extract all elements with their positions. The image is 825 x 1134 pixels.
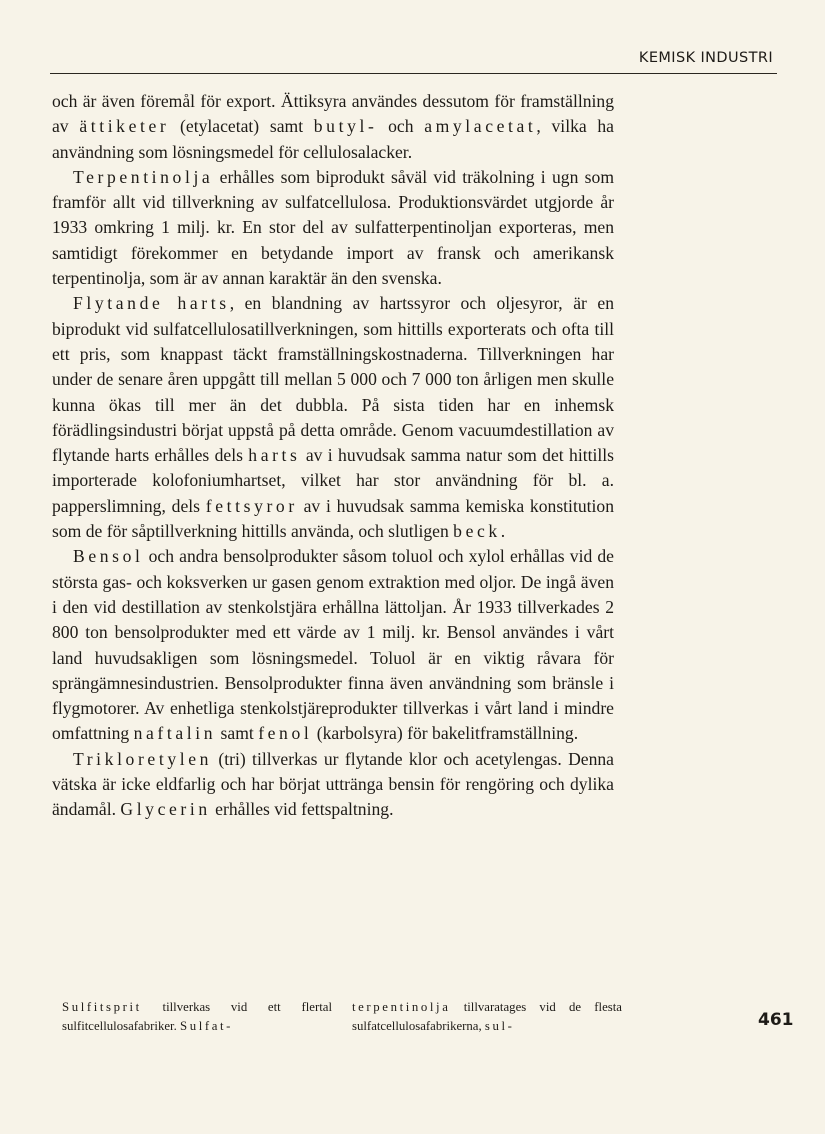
text-run: av i huvudsak samma natur som det hittills importerade kolofoniumhartset, vilket har stor användning för bl. a. papperslimning, dels	[52, 445, 615, 516]
text-run: och är även föremål för export. Ättiksyra användes dessutom för framställning av	[52, 91, 614, 137]
paragraph-2	[52, 165, 614, 291]
spaced-term: terpentinolja	[352, 1000, 451, 1014]
footnote-left	[62, 998, 332, 1036]
spaced-term: Trikloretylen	[73, 748, 213, 769]
text-run: (karbolsyra) för bakelitframställning.	[312, 723, 579, 744]
text-run: tillvaratages vid de flesta sulfatcellulosafabrikerna,	[352, 1000, 622, 1033]
footnotes	[62, 998, 622, 1036]
header-rule	[50, 73, 777, 74]
spaced-term: fettsyror	[205, 495, 298, 516]
text-run: (tri) tillverkas ur flytande klor och acetylengas. Denna vätska är icke eldfarlig och har börjat uttränga bensin för rengöring och dylika ändamål.	[52, 748, 614, 820]
spaced-term: beck	[453, 521, 501, 542]
page-number: 461	[758, 1010, 794, 1030]
text-run: (etylacetat) samt	[169, 116, 314, 137]
text-run: av i huvudsak samma kemiska konstitution som de för såptillverkning hittills använda, och slutligen	[52, 495, 614, 542]
text-run: och andra bensolprodukter såsom toluol och xylol erhållas vid de största gas- och koksverken ur gasen genom extraktion med oljor. De ingå även i den vid destillation av stenkolstjära erhållna lättoljan. År 1933 tillverkades 2 800 ton bensolprodukter med ett värde av 1 milj. kr. Bensol användes i vårt land huvudsakligen som lösningsmedel. Toluol är en viktig råvara för sprängämnesindustrien. Bensolprodukter finna även användning som bränsle i flygmotorer. Av enhetliga stenkolstjäreprodukter tillverkas i vårt land i mindre omfattning	[52, 546, 614, 744]
text-run: tillverkas vid ett flertal sulfitcellulosafabriker.	[62, 1000, 332, 1033]
spaced-term: naftalin	[133, 723, 217, 744]
text-run: erhålles vid fettspaltning.	[210, 799, 394, 820]
text-run: , en blandning av hartssyror och oljesyror, är en biprodukt vid sulfatcellulosatillverkningen, som hittills exporterats och ofta till ett pris, som knappast täckt framställningskostnaderna. Tillverkningen har under de senare åren uppgått till mellan 5 000 och 7 000 ton årligen men skulle kunna ökas till mer än det dubbla. På sista tiden har en inhemsk förädlingsindustri börjat uppstå på detta område. Genom vacuumdestillation av flytande harts erhålles dels	[52, 293, 614, 466]
spaced-term: amylacetat	[424, 116, 537, 137]
running-header: KEMISK INDUSTRI	[638, 50, 773, 66]
spaced-term: harts	[248, 445, 301, 466]
spaced-term: sul-	[484, 1019, 515, 1033]
footnote-right	[352, 998, 622, 1036]
text-run: och	[377, 116, 425, 137]
text-run: .	[500, 521, 506, 542]
spaced-term: ättiketer	[79, 116, 170, 137]
spaced-term: Terpentinolja	[73, 166, 214, 187]
spaced-term: Sulfat-	[179, 1019, 234, 1033]
paragraph-5	[52, 747, 614, 823]
spaced-term: Flytande harts	[73, 293, 230, 314]
text-run: , vilka ha användning som lösningsmedel för cellulosalacker.	[52, 116, 614, 162]
spaced-term: Sulfitsprit	[62, 1000, 142, 1014]
paragraph-3	[52, 291, 614, 544]
spaced-term: butyl-	[313, 116, 378, 137]
text-run: erhålles som biprodukt såväl vid träkolning i ugn som framför allt vid tillverkning av sulfatcellulosa. Produktionsvärdet utgjorde år 1933 omkring 1 milj. kr. En stor del av sulfatterpentinoljan exporteras, men samtidigt förekommer en betydande import av fransk och amerikansk terpentinolja, som är av annan karaktär än den svenska.	[52, 166, 614, 289]
spaced-term: fenol	[258, 723, 313, 744]
spaced-term: Bensol	[73, 546, 144, 567]
paragraph-1	[52, 89, 614, 165]
body-text	[52, 89, 614, 823]
text-run: samt	[216, 723, 259, 744]
paragraph-4	[52, 544, 614, 746]
spaced-term: Glycerin	[120, 799, 211, 820]
